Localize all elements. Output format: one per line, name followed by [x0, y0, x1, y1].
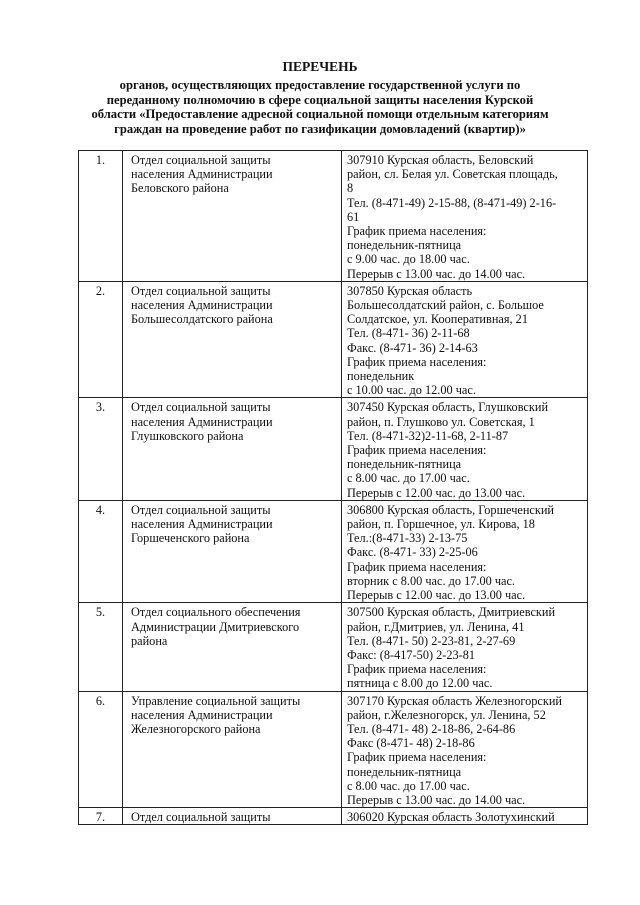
agency-name-line: населения Администрации — [131, 414, 273, 429]
contact-info-line: График приема населения: — [347, 662, 487, 677]
agency-name-line: Отдел социальной защиты — [131, 283, 271, 298]
row-number: 4. — [79, 500, 123, 602]
contact-info-line: Тел.:(8-471-33) 2-13-75 — [347, 531, 468, 546]
contact-info-line: 307850 Курская область — [347, 283, 473, 298]
table-row — [79, 691, 588, 808]
contact-info-line: 61 — [347, 209, 360, 224]
contact-info-line: 306800 Курская область, Горшеченский — [347, 502, 555, 517]
contact-info-line: понедельник — [347, 369, 415, 384]
agency-name-cell — [123, 500, 342, 602]
contact-info-line: район, сл. Белая ул. Советская площадь, — [347, 167, 558, 182]
contact-info-line: Факс (8-471- 48) 2-18-86 — [347, 736, 475, 751]
contact-info-line: Перерыв с 12.00 час. до 13.00 час. — [347, 485, 526, 500]
contact-info-line: Факс. (8-471- 36) 2-14-63 — [347, 340, 478, 355]
agency-name-line: населения Администрации — [131, 167, 273, 182]
row-number: 5. — [79, 603, 123, 691]
contact-info-line: 8 — [347, 181, 354, 196]
agency-name-line: Глушковского района — [131, 428, 244, 443]
contact-info-line: Солдатское, ул. Кооперативная, 21 — [347, 312, 528, 327]
agencies-table — [78, 150, 588, 825]
contact-info-cell — [342, 398, 588, 500]
agency-name-cell — [123, 398, 342, 500]
table-row — [79, 500, 588, 602]
contact-info-line: 307500 Курская область, Дмитриевский — [347, 605, 556, 620]
contact-info-line: район, п. Горшечное, ул. Кирова, 18 — [347, 517, 535, 532]
contact-info-cell — [342, 151, 588, 282]
contact-info-cell — [342, 500, 588, 602]
table-row — [79, 603, 588, 691]
agency-name-line: Отдел социальной защиты — [131, 153, 271, 167]
agency-name-line: Администрации Дмитриевского — [131, 619, 300, 634]
contact-info-line: Тел. (8-471- 36) 2-11-68 — [347, 326, 470, 341]
contact-info-line: 307450 Курская область, Глушковский — [347, 400, 549, 415]
contact-info-line: График приема населения: — [347, 750, 487, 765]
contact-info-line: График приема населения: — [347, 443, 487, 458]
agency-name-line: населения Администрации — [131, 298, 273, 313]
heading-line: области «Предоставление адресной социальной помощи отдельным категориям — [91, 107, 549, 122]
contact-info-line: пятница с 8.00 до 12.00 час. — [347, 676, 493, 691]
agency-name-line: Отдел социальной защиты — [131, 502, 271, 517]
row-number: 2. — [79, 281, 123, 398]
contact-info-line: График приема населения: — [347, 354, 487, 369]
row-number: 6. — [79, 691, 123, 808]
contact-info-line: Большесолдатский район, с. Большое — [347, 298, 544, 313]
agency-name-cell — [123, 281, 342, 398]
row-number: 3. — [79, 398, 123, 500]
contact-info-line: понедельник-пятница — [347, 764, 462, 779]
contact-info-line: 307910 Курская область, Беловский — [347, 153, 534, 167]
agency-name-line: Железногорского района — [131, 721, 261, 736]
contact-info-line: понедельник-пятница — [347, 238, 462, 253]
contact-info-line: с 8.00 час. до 17.00 час. — [347, 778, 470, 793]
agency-name-line: Беловского района — [131, 181, 229, 196]
contact-info-line: с 9.00 час. до 18.00 час. — [347, 252, 470, 267]
table-row — [79, 398, 588, 500]
contact-info-cell — [342, 281, 588, 398]
row-number: 1. — [79, 151, 123, 282]
table-row — [79, 281, 588, 398]
contact-info-line: с 10.00 час. до 12.00 час. — [347, 383, 476, 398]
contact-info-cell — [342, 603, 588, 691]
contact-info-line: 307170 Курская область Железногорский — [347, 693, 562, 708]
agency-name-cell — [123, 808, 342, 825]
agency-name-line: Отдел социальной защиты — [131, 810, 271, 825]
agency-name-line: населения Администрации — [131, 517, 273, 532]
contact-info-line: понедельник-пятница — [347, 457, 462, 472]
heading-line: переданному полномочию в сфере социальной защиты населения Курской — [106, 92, 534, 107]
agencies-table-body — [79, 151, 588, 825]
contact-info-line: с 8.00 час. до 17.00 час. — [347, 471, 470, 486]
agency-name-line: Управление социальной защиты — [131, 693, 301, 708]
contact-info-line: График приема населения: — [347, 559, 487, 574]
heading-line: органов, осуществляющих предоставление государственной услуги по — [119, 78, 521, 92]
heading-line: граждан на проведение работ по газификации домовладений (квартир)» — [114, 121, 526, 136]
contact-info-line: Факс: (8-417-50) 2-23-81 — [347, 647, 476, 662]
document-title: ПЕРЕЧЕНЬ — [282, 59, 358, 74]
agency-name-line: района — [131, 633, 168, 648]
contact-info-line: Тел. (8-471-49) 2-15-88, (8-471-49) 2-16- — [347, 195, 557, 210]
agency-name-cell — [123, 603, 342, 691]
document-heading — [40, 78, 600, 136]
agency-name-line: Отдел социальной защиты — [131, 400, 271, 415]
table-row — [79, 151, 588, 282]
contact-info-line: Перерыв с 12.00 час. до 13.00 час. — [347, 588, 526, 603]
contact-info-cell — [342, 691, 588, 808]
agency-name-line: Горшеченского района — [131, 531, 250, 546]
contact-info-line: район, п. Глушково ул. Советская, 1 — [347, 414, 535, 429]
contact-info-cell — [342, 808, 588, 825]
contact-info-line: район, г.Железногорск, ул. Ленина, 52 — [347, 707, 546, 722]
contact-info-line: Перерыв с 13.00 час. до 14.00 час. — [347, 792, 526, 807]
contact-info-line: Факс. (8-471- 33) 2-25-06 — [347, 545, 478, 560]
agency-name-cell — [123, 691, 342, 808]
contact-info-line: 306020 Курская область Золотухинский — [347, 810, 555, 825]
contact-info-line: График приема населения: — [347, 224, 487, 239]
agency-name-line: населения Администрации — [131, 707, 273, 722]
contact-info-line: район, г.Дмитриев, ул. Ленина, 41 — [347, 619, 525, 634]
agency-name-line: Большесолдатского района — [131, 312, 273, 327]
contact-info-line: Тел. (8-471- 48) 2-18-86, 2-64-86 — [347, 721, 516, 736]
agency-name-cell — [123, 151, 342, 282]
contact-info-line: вторник с 8.00 час. до 17.00 час. — [347, 573, 515, 588]
table-row — [79, 808, 588, 825]
contact-info-line: Тел. (8-471-32)2-11-68, 2-11-87 — [347, 428, 509, 443]
agency-name-line: Отдел социального обеспечения — [131, 605, 301, 620]
contact-info-line: Перерыв с 13.00 час. до 14.00 час. — [347, 266, 526, 281]
contact-info-line: Тел. (8-471- 50) 2-23-81, 2-27-69 — [347, 633, 516, 648]
row-number: 7. — [79, 808, 123, 825]
